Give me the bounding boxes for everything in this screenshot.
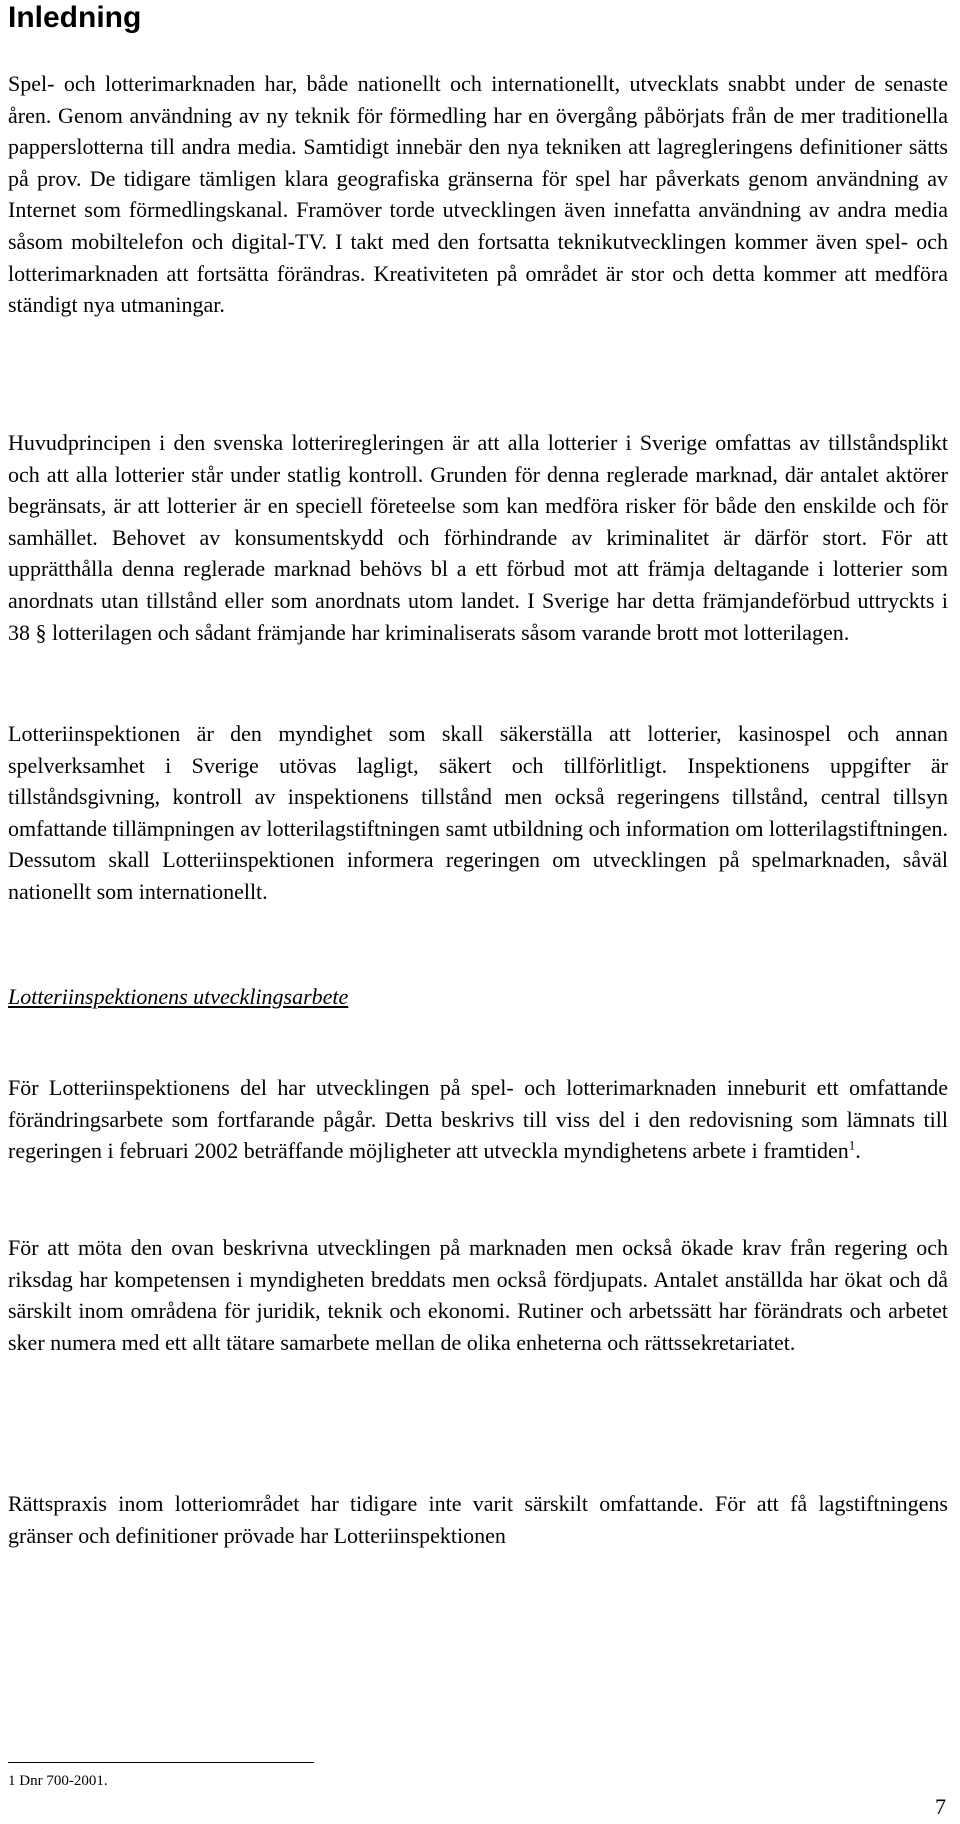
section-subheading: Lotteriinspektionens utvecklingsarbete [8, 984, 349, 1009]
paragraph-lotteriinspektionen-role: Lotteriinspektionen är den myndighet som skall säkerställa att lotterier, kasinospel och annan spelverksamhet i Sverige utövas lagligt, säkert och tillförlitligt. Inspektionens uppgifter är tillståndsgivning, kontroll av inspektionens tillstånd men också regeringens tillstånd, central tillsyn omfattande tillämpningen av lotterilagstiftningen samt utbildning och information om lotterilagstiftningen. Dessutom skall Lotteriinspektionen informera regeringen om utvecklingen på spelmarknaden, såväl nationellt som internationellt. [8, 721, 948, 904]
paragraph-competence: För att möta den ovan beskrivna utvecklingen på marknaden men också ökade krav från regering och riksdag har kompetensen i myndigheten breddats men också fördjupats. Antalet anställda har ökat och då särskilt inom områdena för juridik, teknik och ekonomi. Rutiner och arbetssätt har förändrats och arbetet sker numera med ett allt tätare samarbete mellan de olika enheterna och rättssekretariatet. [8, 1235, 948, 1355]
footnote-reference: 1 [848, 1137, 856, 1153]
paragraph-lottery-regulation: Huvudprincipen i den svenska lotteriregleringen är att alla lotterier i Sverige omfattas av tillståndsplikt och att alla lotterier står under statlig kontroll. Grunden för denna reglerade marknad, där antalet aktörer begränsats, är att lotterier är en speciell företeelse som kan medföra risker för både den enskilde och för samhället. Behovet av konsumentskydd och förhindrande av kriminalitet är därför stort. För att upprätthålla denna reglerade marknad behövs bl a ett förbud mot att främja deltagande i lotterier som anordnats utan tillstånd eller som anordnats utom landet. I Sverige har detta främjandeförbud uttryckts i 38 § lotterilagen och sådant främjande har kriminaliserats såsom varande brott mot lotterilagen. [8, 430, 948, 645]
paragraph-market-development: Spel- och lotterimarknaden har, både nationellt och internationellt, utvecklats snabbt under de senaste åren. Genom användning av ny teknik för förmedling har en övergång påbörjats från de mer traditionella papperslotterna till andra media. Samtidigt innebär den nya tekniken att lagregleringens definitioner sätts på prov. De tidigare tämligen klara geografiska gränserna för spel har påverkats genom användning av Internet som förmedlingskanal. Framöver torde utvecklingen även innefatta användning av andra media såsom mobiltelefon och digital-TV. I takt med den fortsatta teknikutvecklingen kommer även spel- och lotterimarknaden att fortsätta förändras. Kreativiteten på området är stor och detta kommer att medföra ständigt nya utmaningar. [8, 71, 948, 318]
paragraph-change-work-text: För Lotteriinspektionens del har utvecklingen på spel- och lotterimarknaden inneburit ett omfattande förändringsarbete som fortfarande pågår. Detta beskrivs till viss del i den redovisning som lämnats till regeringen i februari 2002 beträffande möjligheter att utveckla myndighetens arbete i framtiden [8, 1075, 948, 1164]
footnote: 1 Dnr 700-2001. [8, 1773, 108, 1789]
footnote-divider [8, 1762, 314, 1763]
paragraph-change-work [8, 1072, 948, 1167]
paragraph-change-work-end: . [855, 1138, 861, 1164]
page-number: 7 [935, 1794, 946, 1819]
page-heading: Inledning [8, 1, 142, 34]
paragraph-case-law: Rättspraxis inom lotteriområdet har tidigare inte varit särskilt omfattande. För att få lagstiftningens gränser och definitioner prövade har Lotteriinspektionen [8, 1491, 948, 1548]
